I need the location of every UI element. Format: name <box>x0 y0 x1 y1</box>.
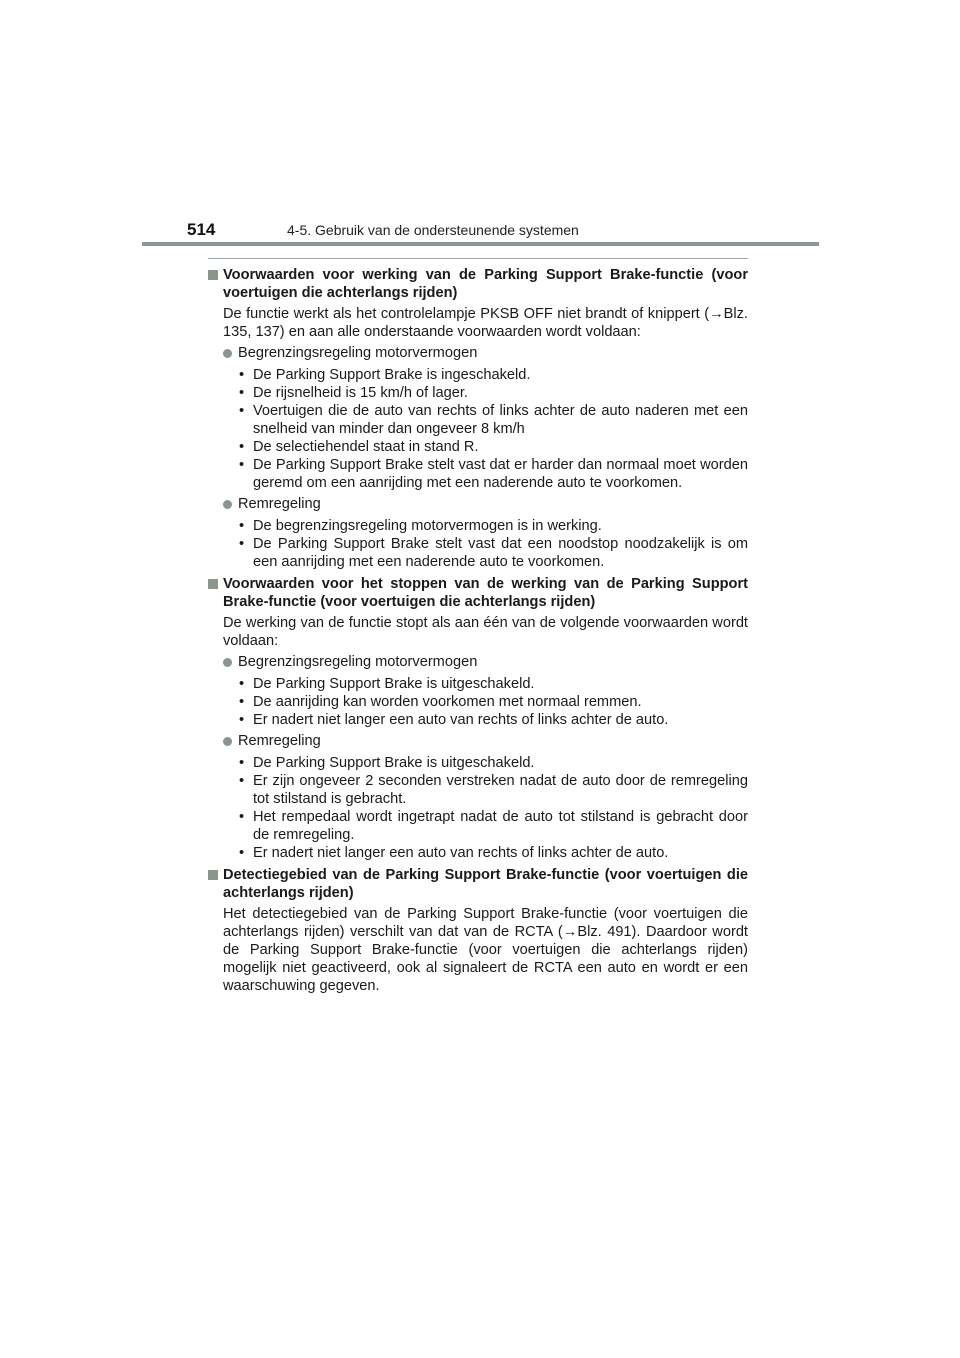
list-item: • De selectiehendel staat in stand R. <box>239 439 479 455</box>
list-item: • De Parking Support Brake is ingeschakeld. <box>239 367 531 383</box>
section-title <box>208 266 748 302</box>
list-item: • De Parking Support Brake is uitgeschakeld. <box>239 676 535 692</box>
square-bullet-icon <box>208 579 218 589</box>
list-item: • De Parking Support Brake stelt vast dat een noodstop noodzakelijk is om een aanrijding met een naderende auto te voorkomen. <box>239 536 748 570</box>
condition-heading <box>208 653 748 671</box>
condition-heading <box>208 344 748 362</box>
list-item: • De rijsnelheid is 15 km/h of lager. <box>239 385 468 401</box>
list-item: • De Parking Support Brake stelt vast dat er harder dan normaal moet worden geremd om een aanrijding met een naderende auto te voorkomen. <box>239 457 748 491</box>
circle-bullet-icon <box>223 349 232 358</box>
condition-label: Remregeling <box>238 733 321 749</box>
section-title-text: Detectiegebied van de Parking Support Brake-functie (voor voertuigen die achterlangs rijden) <box>223 867 748 901</box>
section-intro: De werking van de functie stopt als aan één van de volgende voorwaarden wordt voldaan: <box>223 615 748 649</box>
condition-list <box>208 675 748 729</box>
condition-list <box>208 366 748 492</box>
chapter-title: 4-5. Gebruik van de ondersteunende systemen <box>287 222 579 238</box>
section-title <box>208 575 748 611</box>
condition-label: Remregeling <box>238 496 321 512</box>
section-divider <box>208 258 748 259</box>
condition-list <box>208 517 748 571</box>
circle-bullet-icon <box>223 658 232 667</box>
circle-bullet-icon <box>223 500 232 509</box>
header-rule <box>142 242 819 246</box>
list-item: • De aanrijding kan worden voorkomen met normaal remmen. <box>239 694 642 710</box>
list-item: • Er zijn ongeveer 2 seconden verstreken nadat de auto door de remregeling tot stilstand is gebracht. <box>239 773 748 807</box>
section-title-text: Voorwaarden voor het stoppen van de werking van de Parking Support Brake-functie (voor voertuigen die achterlangs rijden) <box>223 576 748 610</box>
page-content <box>208 266 748 995</box>
circle-bullet-icon <box>223 737 232 746</box>
condition-list <box>208 754 748 862</box>
square-bullet-icon <box>208 270 218 280</box>
condition-heading <box>208 732 748 750</box>
page-number: 514 <box>187 220 216 239</box>
list-item: • Het rempedaal wordt ingetrapt nadat de auto tot stilstand is gebracht door de remregeling. <box>239 809 748 843</box>
list-item: • Er nadert niet langer een auto van rechts of links achter de auto. <box>239 845 669 861</box>
section-title-text: Voorwaarden voor werking van de Parking Support Brake-functie (voor voertuigen die achterlangs rijden) <box>223 267 748 301</box>
section-title <box>208 866 748 902</box>
list-item: • De Parking Support Brake is uitgeschakeld. <box>239 755 535 771</box>
list-item: • De begrenzingsregeling motorvermogen is in werking. <box>239 518 602 534</box>
condition-label: Begrenzingsregeling motorvermogen <box>238 345 478 361</box>
section-intro: Het detectiegebied van de Parking Support Brake-functie (voor voertuigen die achterlangs rijden) verschilt van dat van de RCTA (→Blz. 491). Daardoor wordt de Parking Support Brake-functie (voor voertuigen die achterlangs rijden) mogelijk niet geactiveerd, ook al signaleert de RCTA een auto en wordt er een waarschuwing gegeven. <box>223 906 748 994</box>
list-item: • Voertuigen die de auto van rechts of links achter de auto naderen met een snelheid van minder dan ongeveer 8 km/h <box>239 403 748 437</box>
condition-label: Begrenzingsregeling motorvermogen <box>238 654 478 670</box>
condition-heading <box>208 495 748 513</box>
list-item: • Er nadert niet langer een auto van rechts of links achter de auto. <box>239 712 669 728</box>
square-bullet-icon <box>208 870 218 880</box>
section-intro: De functie werkt als het controlelampje PKSB OFF niet brandt of knippert (→Blz. 135, 137) en aan alle onderstaande voorwaarden wordt voldaan: <box>223 306 748 340</box>
